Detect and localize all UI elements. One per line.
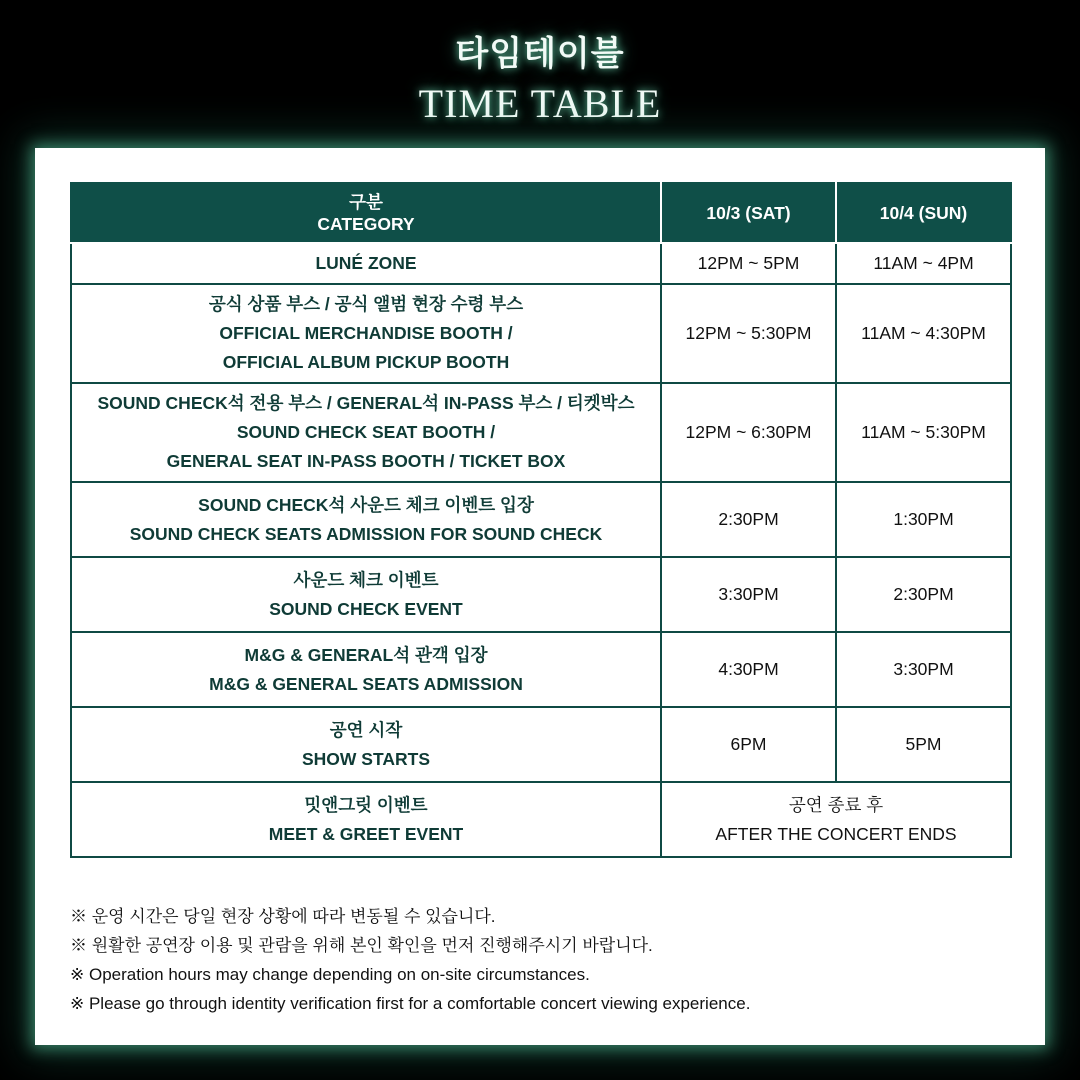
category-line: M&G & GENERAL석 관객 입장 <box>244 644 488 665</box>
merged-time-line-ko: 공연 종료 후 <box>788 794 884 815</box>
day1-time: 12PM ~ 5:30PM <box>661 284 836 383</box>
day1-time: 12PM ~ 6:30PM <box>661 383 836 482</box>
row-category <box>71 284 661 383</box>
row-category <box>71 632 661 707</box>
category-line: M&G & GENERAL SEATS ADMISSION <box>209 673 523 694</box>
header-category <box>71 183 661 243</box>
category-line: SOUND CHECK EVENT <box>269 598 463 619</box>
category-line: 공식 상품 부스 / 공식 앨범 현장 수령 부스 <box>208 294 524 314</box>
merged-time <box>661 782 1011 857</box>
table-row <box>71 482 1011 557</box>
header-day1: 10/3 (SAT) <box>661 183 836 243</box>
timetable-panel <box>35 148 1045 1045</box>
category-line: SOUND CHECK SEAT BOOTH / <box>236 422 496 442</box>
row-category <box>71 243 661 284</box>
day2-time: 11AM ~ 4PM <box>836 243 1011 284</box>
row-category <box>71 782 661 857</box>
table-row <box>71 284 1011 383</box>
category-line: GENERAL SEAT IN-PASS BOOTH / TICKET BOX <box>166 451 566 471</box>
category-line: LUNÉ ZONE <box>315 253 417 273</box>
header-day2: 10/4 (SUN) <box>836 183 1011 243</box>
category-line: OFFICIAL MERCHANDISE BOOTH / <box>219 323 513 343</box>
category-line: SOUND CHECK석 사운드 체크 이벤트 입장 <box>198 494 534 515</box>
category-line: SOUND CHECK석 전용 부스 / GENERAL석 IN-PASS 부스 / 티켓박스 <box>97 393 635 413</box>
category-line: SHOW STARTS <box>301 748 430 769</box>
day1-time: 4:30PM <box>661 632 836 707</box>
day1-time: 6PM <box>661 707 836 782</box>
header-category-ko: 구분 <box>349 192 383 212</box>
notes <box>70 902 750 1018</box>
note-line: ※ Operation hours may change depending on on-site circumstances. <box>70 965 590 984</box>
category-line: SOUND CHECK SEATS ADMISSION FOR SOUND CHECK <box>129 523 603 544</box>
header-category-en: CATEGORY <box>317 214 415 234</box>
title-korean: 타임테이블 <box>455 34 625 74</box>
day1-time: 12PM ~ 5PM <box>661 243 836 284</box>
table-row <box>71 243 1011 284</box>
title-english: TIME TABLE <box>418 81 662 126</box>
table-row <box>71 632 1011 707</box>
note-line: ※ Please go through identity verification first for a comfortable concert viewing experience. <box>70 994 751 1013</box>
timetable-table <box>70 182 1012 858</box>
category-line: MEET & GREET EVENT <box>268 823 464 844</box>
row-category <box>71 707 661 782</box>
merged-time-line-en: AFTER THE CONCERT ENDS <box>715 823 957 844</box>
row-category <box>71 383 661 482</box>
category-line: 공연 시작 <box>329 719 403 740</box>
day2-time: 5PM <box>836 707 1011 782</box>
row-category <box>71 482 661 557</box>
category-line: 밋앤그릿 이벤트 <box>304 794 428 815</box>
day2-time: 1:30PM <box>836 482 1011 557</box>
day2-time: 2:30PM <box>836 557 1011 632</box>
day2-time: 11AM ~ 4:30PM <box>836 284 1011 383</box>
table-row <box>71 782 1011 857</box>
table-row <box>71 383 1011 482</box>
note-line: ※ 원활한 공연장 이용 및 관람을 위해 본인 확인을 먼저 진행해주시기 바랍니다. <box>70 936 653 955</box>
day2-time: 3:30PM <box>836 632 1011 707</box>
table-row <box>71 707 1011 782</box>
category-line: 사운드 체크 이벤트 <box>293 569 439 590</box>
table-row <box>71 557 1011 632</box>
category-line: OFFICIAL ALBUM PICKUP BOOTH <box>222 352 510 372</box>
table-header-row <box>71 183 1011 243</box>
day1-time: 2:30PM <box>661 482 836 557</box>
note-line: ※ 운영 시간은 당일 현장 상황에 따라 변동될 수 있습니다. <box>70 907 496 926</box>
day2-time: 11AM ~ 5:30PM <box>836 383 1011 482</box>
row-category <box>71 557 661 632</box>
day1-time: 3:30PM <box>661 557 836 632</box>
